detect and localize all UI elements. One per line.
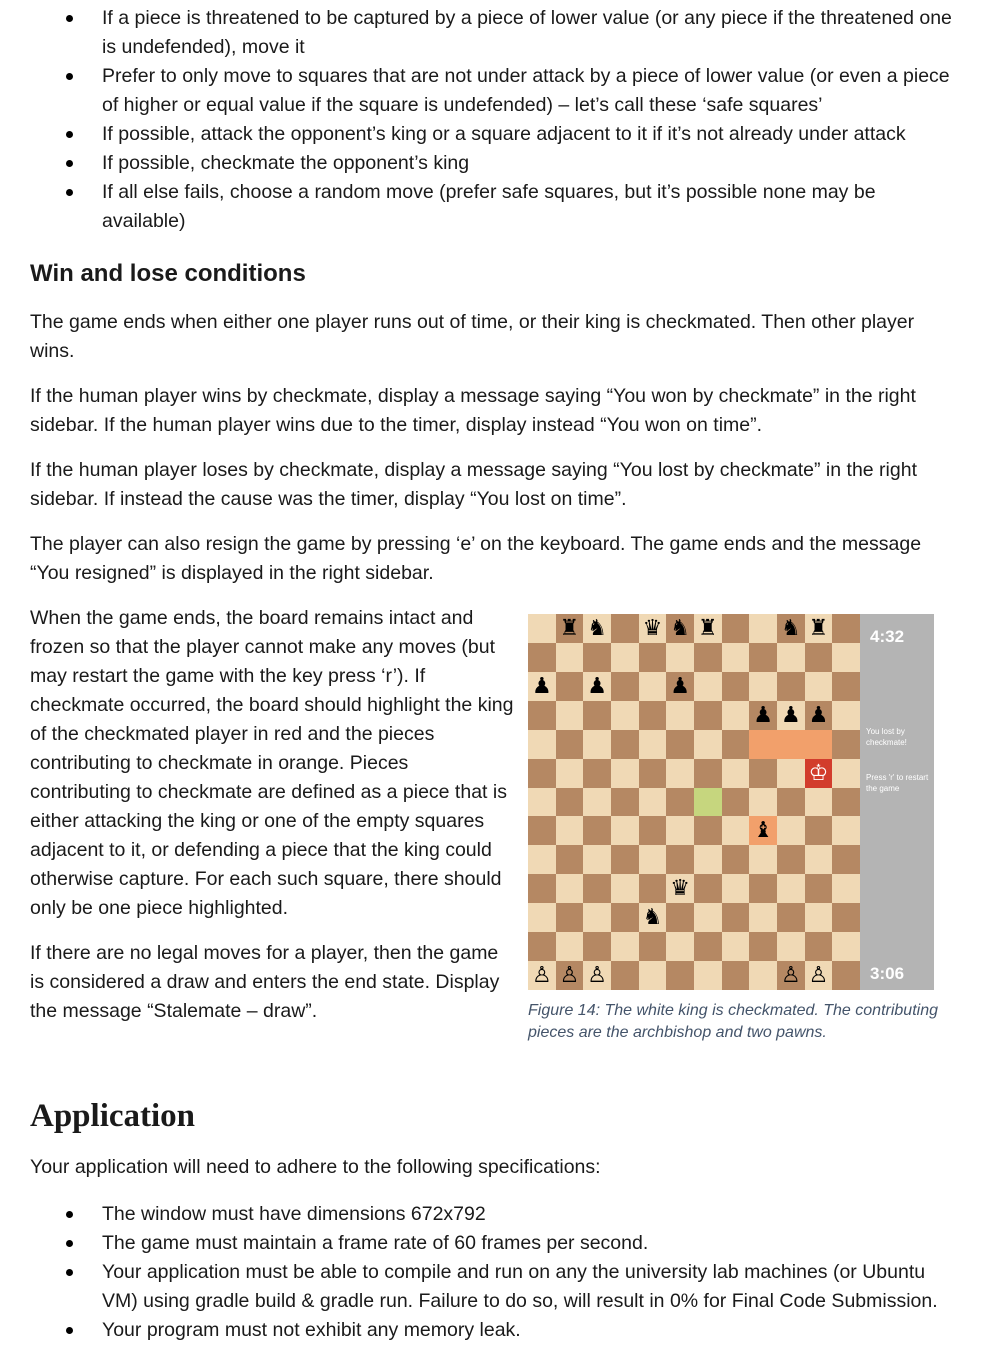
board-square (749, 730, 777, 759)
board-square (694, 701, 722, 730)
board-square (832, 845, 860, 874)
list-item: If all else fails, choose a random move (prefer safe squares, but it’s possible none may be available) (0, 178, 982, 236)
board-square (583, 816, 611, 845)
board-square (639, 643, 667, 672)
board-square (639, 816, 667, 845)
application-intro: Your application will need to adhere to the following specifications: (30, 1156, 601, 1178)
board-square (666, 788, 694, 817)
figure-caption: Figure 14: The white king is checkmated. The contributing pieces are the archbishop and two pawns. (528, 1002, 938, 1041)
board-square (611, 672, 639, 701)
board-square (722, 788, 750, 817)
list-item: If possible, checkmate the opponent’s king (0, 149, 982, 178)
board-square (805, 730, 833, 759)
board-square (832, 788, 860, 817)
stalemate-paragraph: If there are no legal moves for a player, then the game is considered a draw and enters the end state. Display the message “Stalemate – draw”. (30, 942, 500, 1022)
board-square (694, 759, 722, 788)
board-square (722, 961, 750, 990)
black-rook-icon: ♜ (559, 615, 580, 641)
list-item: Your program must not exhibit any memory leak. (0, 1316, 982, 1345)
board-square (749, 614, 777, 643)
black-archbishop-icon: ♝ (753, 818, 774, 844)
board-square (777, 759, 805, 788)
board-square (611, 874, 639, 903)
board-square (749, 759, 777, 788)
black-pawn-icon: ♟ (780, 702, 801, 728)
black-rook-icon: ♜ (808, 615, 829, 641)
board-square (749, 643, 777, 672)
paragraph: The game ends when either one player runs out of time, or their king is checkmated. Then other player wins. (30, 311, 915, 362)
section-heading-application: Application (30, 1098, 196, 1134)
top-timer: 4:32 (870, 627, 905, 646)
board-square (611, 961, 639, 990)
board-square (722, 614, 750, 643)
board-square (639, 672, 667, 701)
board-square (528, 730, 556, 759)
board-square (556, 903, 584, 932)
board-square (722, 874, 750, 903)
white-king-icon: ♔ (808, 760, 829, 786)
board-square (556, 932, 584, 961)
board-square (639, 874, 667, 903)
white-pawn-icon: ♙ (587, 963, 608, 989)
board-square (556, 730, 584, 759)
board-square (556, 701, 584, 730)
ai-rules-list (0, 4, 982, 236)
board-square (611, 788, 639, 817)
board-square (556, 643, 584, 672)
board-square (666, 845, 694, 874)
board-square (639, 932, 667, 961)
white-pawn-icon: ♙ (808, 963, 829, 989)
board-square (639, 701, 667, 730)
black-knight-icon: ♞ (670, 615, 691, 641)
list-item: Prefer to only move to squares that are not under attack by a piece of lower value (or even a piece of higher or equal value if the square is undefended) – let’s call these ‘safe squares’ (0, 62, 982, 120)
board-square (777, 845, 805, 874)
board-square (583, 874, 611, 903)
board-square (777, 932, 805, 961)
board-square (639, 845, 667, 874)
list-item: The game must maintain a frame rate of 60 frames per second. (0, 1229, 982, 1258)
board-square (722, 643, 750, 672)
board-square (639, 730, 667, 759)
paragraph: If the human player loses by checkmate, display a message saying “You lost by checkmate” in the right sidebar. If instead the cause was the timer, display “You lost on time”. (30, 459, 917, 510)
list-item: If a piece is threatened to be captured by a piece of lower value (or any piece if the threatened one is undefended), move it (0, 4, 982, 62)
restart-hint: Press 'r' to restart the game (866, 773, 929, 793)
board-square (777, 874, 805, 903)
board-square (805, 874, 833, 903)
board-square (832, 701, 860, 730)
board-square (722, 845, 750, 874)
board-square (556, 816, 584, 845)
paragraph: If the human player wins by checkmate, display a message saying “You won by checkmate” in the right sidebar. If the human player wins due to the timer, display instead “You won on time”. (30, 385, 916, 436)
board-square (805, 643, 833, 672)
board-square (722, 816, 750, 845)
board-square (832, 961, 860, 990)
paragraph: The player can also resign the game by pressing ‘e’ on the keyboard. The game ends and the message “You resigned” is displayed in the right sidebar. (30, 533, 922, 584)
board-square (666, 903, 694, 932)
white-pawn-icon: ♙ (559, 963, 580, 989)
board-square (749, 672, 777, 701)
board-square (722, 903, 750, 932)
board-square (611, 701, 639, 730)
list-item: The window must have dimensions 672x792 (0, 1200, 982, 1229)
chess-board-figure (528, 614, 934, 990)
board-square (528, 701, 556, 730)
board-square (666, 961, 694, 990)
board-square (722, 730, 750, 759)
board-square (611, 759, 639, 788)
board-square (694, 961, 722, 990)
bottom-timer: 3:06 (870, 964, 905, 983)
board-square (832, 932, 860, 961)
black-knight-icon: ♞ (587, 615, 608, 641)
board-square (805, 788, 833, 817)
board-square (777, 788, 805, 817)
board-square (722, 672, 750, 701)
board-square (583, 932, 611, 961)
section-heading-win-lose: Win and lose conditions (30, 260, 306, 287)
board-square (749, 845, 777, 874)
board-square (528, 614, 556, 643)
board-square (832, 759, 860, 788)
application-specs-list (0, 1200, 982, 1345)
board-square (722, 759, 750, 788)
board-square (556, 845, 584, 874)
board-square (583, 759, 611, 788)
board-square (694, 788, 722, 817)
end-state-paragraph: When the game ends, the board remains intact and frozen so that the player cannot make any moves (but may restart the game with the key press ‘r’). If checkmate occurred, the board should highlight the king of the checkmated player in red and the pieces contributing to checkmate in orange. Pieces contributing to checkmate are defined as a piece that is either attacking the king or one of the empty squares adjacent to it, or defending a piece that the king could otherwise capture. For each such square, there should only be one piece highlighted. (30, 607, 514, 919)
black-pawn-icon: ♟ (670, 673, 691, 699)
board-square (749, 874, 777, 903)
board-square (556, 759, 584, 788)
board-square (832, 730, 860, 759)
board-square (777, 903, 805, 932)
game-sidebar (860, 614, 934, 990)
board-square (611, 614, 639, 643)
board-square (749, 961, 777, 990)
board-square (805, 816, 833, 845)
board-square (611, 903, 639, 932)
board-square (777, 730, 805, 759)
board-square (694, 903, 722, 932)
board-square (694, 874, 722, 903)
black-knight-icon: ♞ (780, 615, 801, 641)
board-square (805, 932, 833, 961)
black-pawn-icon: ♟ (531, 673, 552, 699)
board-square (722, 932, 750, 961)
board-square (666, 759, 694, 788)
white-pawn-icon: ♙ (531, 963, 552, 989)
black-queen-icon: ♛ (670, 876, 691, 902)
black-knight-icon: ♞ (642, 905, 663, 931)
board-square (777, 643, 805, 672)
board-square (805, 845, 833, 874)
chess-board (528, 614, 860, 990)
board-square (528, 788, 556, 817)
board-square (583, 845, 611, 874)
board-square (666, 643, 694, 672)
board-square (611, 816, 639, 845)
board-square (777, 672, 805, 701)
board-square (556, 788, 584, 817)
board-square (611, 932, 639, 961)
board-square (666, 701, 694, 730)
board-square (611, 730, 639, 759)
board-square (749, 788, 777, 817)
board-square (528, 932, 556, 961)
board-square (832, 903, 860, 932)
white-pawn-icon: ♙ (780, 963, 801, 989)
board-square (528, 874, 556, 903)
board-square (528, 845, 556, 874)
board-square (639, 788, 667, 817)
status-message: You lost by checkmate! (866, 727, 907, 747)
board-square (694, 730, 722, 759)
board-square (583, 701, 611, 730)
board-square (528, 903, 556, 932)
board-square (777, 816, 805, 845)
board-square (611, 845, 639, 874)
board-square (694, 845, 722, 874)
board-square (666, 816, 694, 845)
black-rook-icon: ♜ (697, 615, 718, 641)
board-square (694, 816, 722, 845)
board-square (694, 672, 722, 701)
board-square (832, 672, 860, 701)
board-square (528, 759, 556, 788)
board-square (528, 816, 556, 845)
board-square (749, 932, 777, 961)
board-square (639, 759, 667, 788)
board-square (805, 903, 833, 932)
black-pawn-icon: ♟ (587, 673, 608, 699)
board-square (528, 643, 556, 672)
black-queen-icon: ♛ (642, 615, 663, 641)
board-square (583, 788, 611, 817)
board-square (583, 730, 611, 759)
black-pawn-icon: ♟ (753, 702, 774, 728)
list-item: If possible, attack the opponent’s king or a square adjacent to it if it’s not already under attack (0, 120, 982, 149)
board-square (832, 643, 860, 672)
board-square (694, 643, 722, 672)
board-square (832, 816, 860, 845)
board-square (749, 903, 777, 932)
board-square (832, 874, 860, 903)
board-square (666, 932, 694, 961)
board-square (694, 932, 722, 961)
board-square (639, 961, 667, 990)
board-square (583, 903, 611, 932)
board-square (805, 672, 833, 701)
board-square (722, 701, 750, 730)
board-square (611, 643, 639, 672)
black-pawn-icon: ♟ (808, 702, 829, 728)
board-square (556, 672, 584, 701)
list-item: Your application must be able to compile and run on any the university lab machines (or Ubuntu VM) using gradle build & gradle run. Failure to do so, will result in 0% for Final Code Submission. (0, 1258, 982, 1316)
board-square (583, 643, 611, 672)
board-square (832, 614, 860, 643)
board-square (666, 730, 694, 759)
board-square (556, 874, 584, 903)
